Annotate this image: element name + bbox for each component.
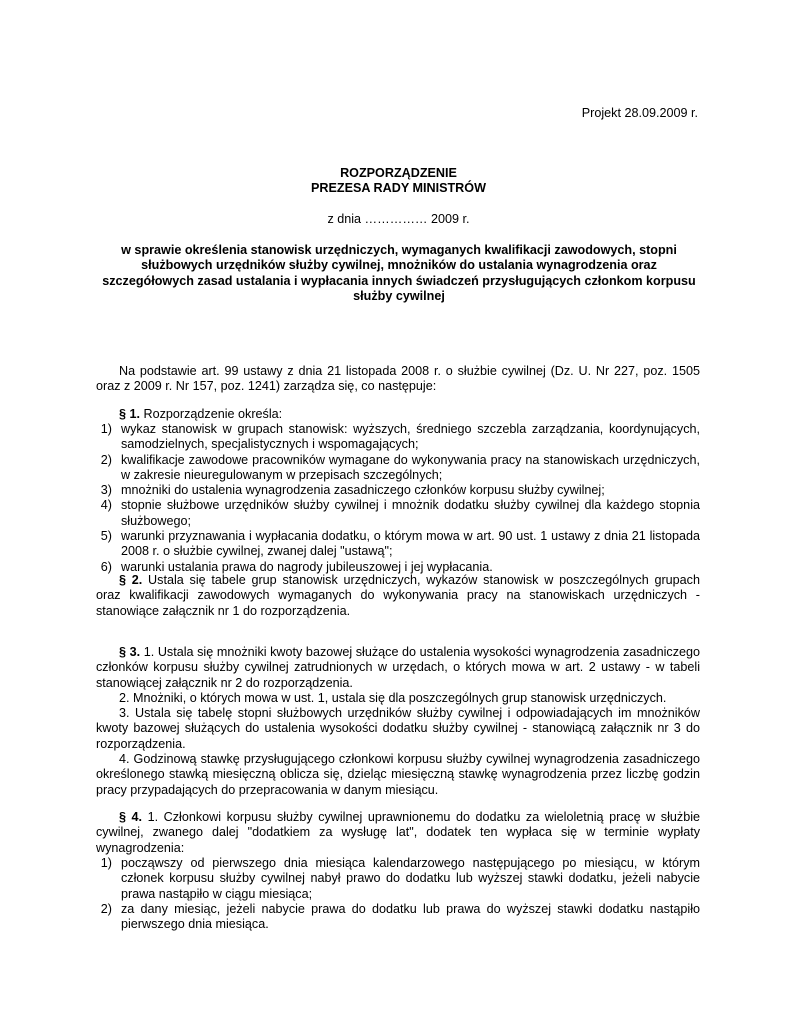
list-item-text: kwalifikacje zawodowe pracowników wymagane do wykonywania pracy na stanowiskach urzędniczych, w zakresie nieuregulowanym w przepisach szczególnych; xyxy=(121,452,700,482)
list-item-number: 2) xyxy=(100,901,112,916)
paragraph-3-ust-2: 2. Mnożniki, o których mowa w ust. 1, ustala się dla poszczególnych grup stanowisk urzędniczych. xyxy=(119,691,667,705)
list-item xyxy=(96,453,700,484)
paragraph-4-ust-1 xyxy=(96,810,700,856)
date-line: z dnia …………… 2009 r. xyxy=(327,212,470,226)
paragraph-1-mark: § 1. xyxy=(119,407,141,421)
list-item xyxy=(96,529,700,560)
title-line-1: ROZPORZĄDZENIE xyxy=(340,166,457,180)
list-item-number: 1) xyxy=(100,856,112,870)
paragraph-3-ust-1 xyxy=(96,645,700,691)
list-item xyxy=(96,483,700,498)
list-item xyxy=(96,498,700,529)
paragraph-2 xyxy=(96,573,700,619)
list-item xyxy=(96,422,700,453)
paragraph-2-mark: § 2. xyxy=(119,573,143,587)
paragraph-3-mark: § 3. xyxy=(119,645,141,659)
paragraph-1-list xyxy=(96,422,700,575)
title-line-2: PREZESA RADY MINISTRÓW xyxy=(311,181,486,195)
paragraph-1-intro xyxy=(96,407,700,422)
paragraph-4-mark: § 4. xyxy=(119,810,143,824)
list-item-text: mnożniki do ustalenia wynagrodzenia zasadniczego członków korpusu służby cywilnej; xyxy=(121,483,605,498)
list-item-text: warunki przyznawania i wypłacania dodatku, o którym mowa w art. 90 ust. 1 ustawy z dnia 21 listopada 2008 r. o służbie cywilnej, zwanej dalej "ustawą"; xyxy=(121,529,700,559)
list-item-number: 6) xyxy=(100,559,112,574)
list-item-text: za dany miesiąc, jeżeli nabycie prawa do dodatku lub prawa do wyższej stawki dodatku nastąpiło pierwszego dnia miesiąca. xyxy=(121,901,700,932)
list-item-number: 3) xyxy=(100,483,112,498)
paragraph-3-ust-3: 3. Ustala się tabelę stopni służbowych urzędników służby cywilnej i odpowiadających im mnożników kwoty bazowej służących do ustalenia wysokości dodatku służby cywilnej - stanowiącą załącznik nr 3 do rozporządzenia. xyxy=(96,706,700,751)
paragraph-3-ust-4: 4. Godzinową stawkę przysługującego członkowi korpusu służby cywilnej wynagrodzenia zasadniczego określonego stawką miesięczną oblicza się, dzieląc miesięczną stawkę wynagrodzenia przez liczbę godzin pracy przypadających do przepracowania w danym miesiącu. xyxy=(96,752,700,797)
paragraph-4-ust-1-text: 1. Członkowi korpusu służby cywilnej uprawnionemu do dodatku za wieloletnią pracę w służbie cywilnej, zwanego dalej "dodatkiem za wysługę lat", dodatek ten wypłaca się w terminie wypłaty wynagrodzenia: xyxy=(96,810,700,855)
list-item-text: wykaz stanowisk w grupach stanowisk: wyższych, średniego szczebla zarządzania, koordynujących, samodzielnych, specjalistycznych i wspomagających; xyxy=(121,422,700,452)
list-item-number: 1) xyxy=(100,422,112,436)
paragraph-4-list xyxy=(96,856,700,932)
list-item xyxy=(96,902,700,933)
list-item-text: stopnie służbowe urzędników służby cywilnej i mnożnik dodatku służby cywilnej dla każdego stopnia służbowego; xyxy=(121,498,700,528)
list-item-number: 5) xyxy=(100,529,112,544)
list-item-number: 2) xyxy=(100,452,112,467)
list-item-text: warunki ustalania prawa do nagrody jubileuszowej i jej wypłacania. xyxy=(121,559,493,574)
paragraph-2-text: Ustala się tabele grup stanowisk urzędniczych, wykazów stanowisk w poszczególnych grupach oraz kwalifikacji zawodowych wymaganych do wykonywania pracy na stanowiskach urzędniczych - stanowiące załącznik nr 1 do rozporządzenia. xyxy=(96,573,700,618)
list-item-number: 4) xyxy=(100,498,112,513)
preamble: Na podstawie art. 99 ustawy z dnia 21 listopada 2008 r. o służbie cywilnej (Dz. U. Nr 227, poz. 1505 oraz z 2009 r. Nr 157, poz. 1241) zarządza się, co następuje: xyxy=(96,364,700,394)
project-date: Projekt 28.09.2009 r. xyxy=(581,106,698,120)
paragraph-1-intro-text: Rozporządzenie określa: xyxy=(140,407,283,421)
subject: w sprawie określenia stanowisk urzędniczych, wymaganych kwalifikacji zawodowych, stopni służbowych urzędników służby cywilnej, mnożników do ustalania wynagrodzenia oraz szczegółowych zasad ustalania i wypłacania innych świadczeń przysługujących członkom korpusu służby cywilnej xyxy=(102,243,696,303)
list-item-text: począwszy od pierwszego dnia miesiąca kalendarzowego następującego po miesiącu, w którym członek korpusu służby cywilnej nabył prawo do dodatku lub wyższej stawki dodatku, jeżeli nabycie prawa nastąpiło w ciągu miesiąca; xyxy=(121,856,700,901)
paragraph-3-ust-1-text: 1. Ustala się mnożniki kwoty bazowej służące do ustalenia wysokości wynagrodzenia zasadniczego członków korpusu służby cywilnej zatrudnionych w urzędach, o których mowa w art. 2 ustawy - w tabeli stanowiącej załącznik nr 2 do rozporządzenia. xyxy=(96,645,701,690)
list-item xyxy=(96,856,700,902)
